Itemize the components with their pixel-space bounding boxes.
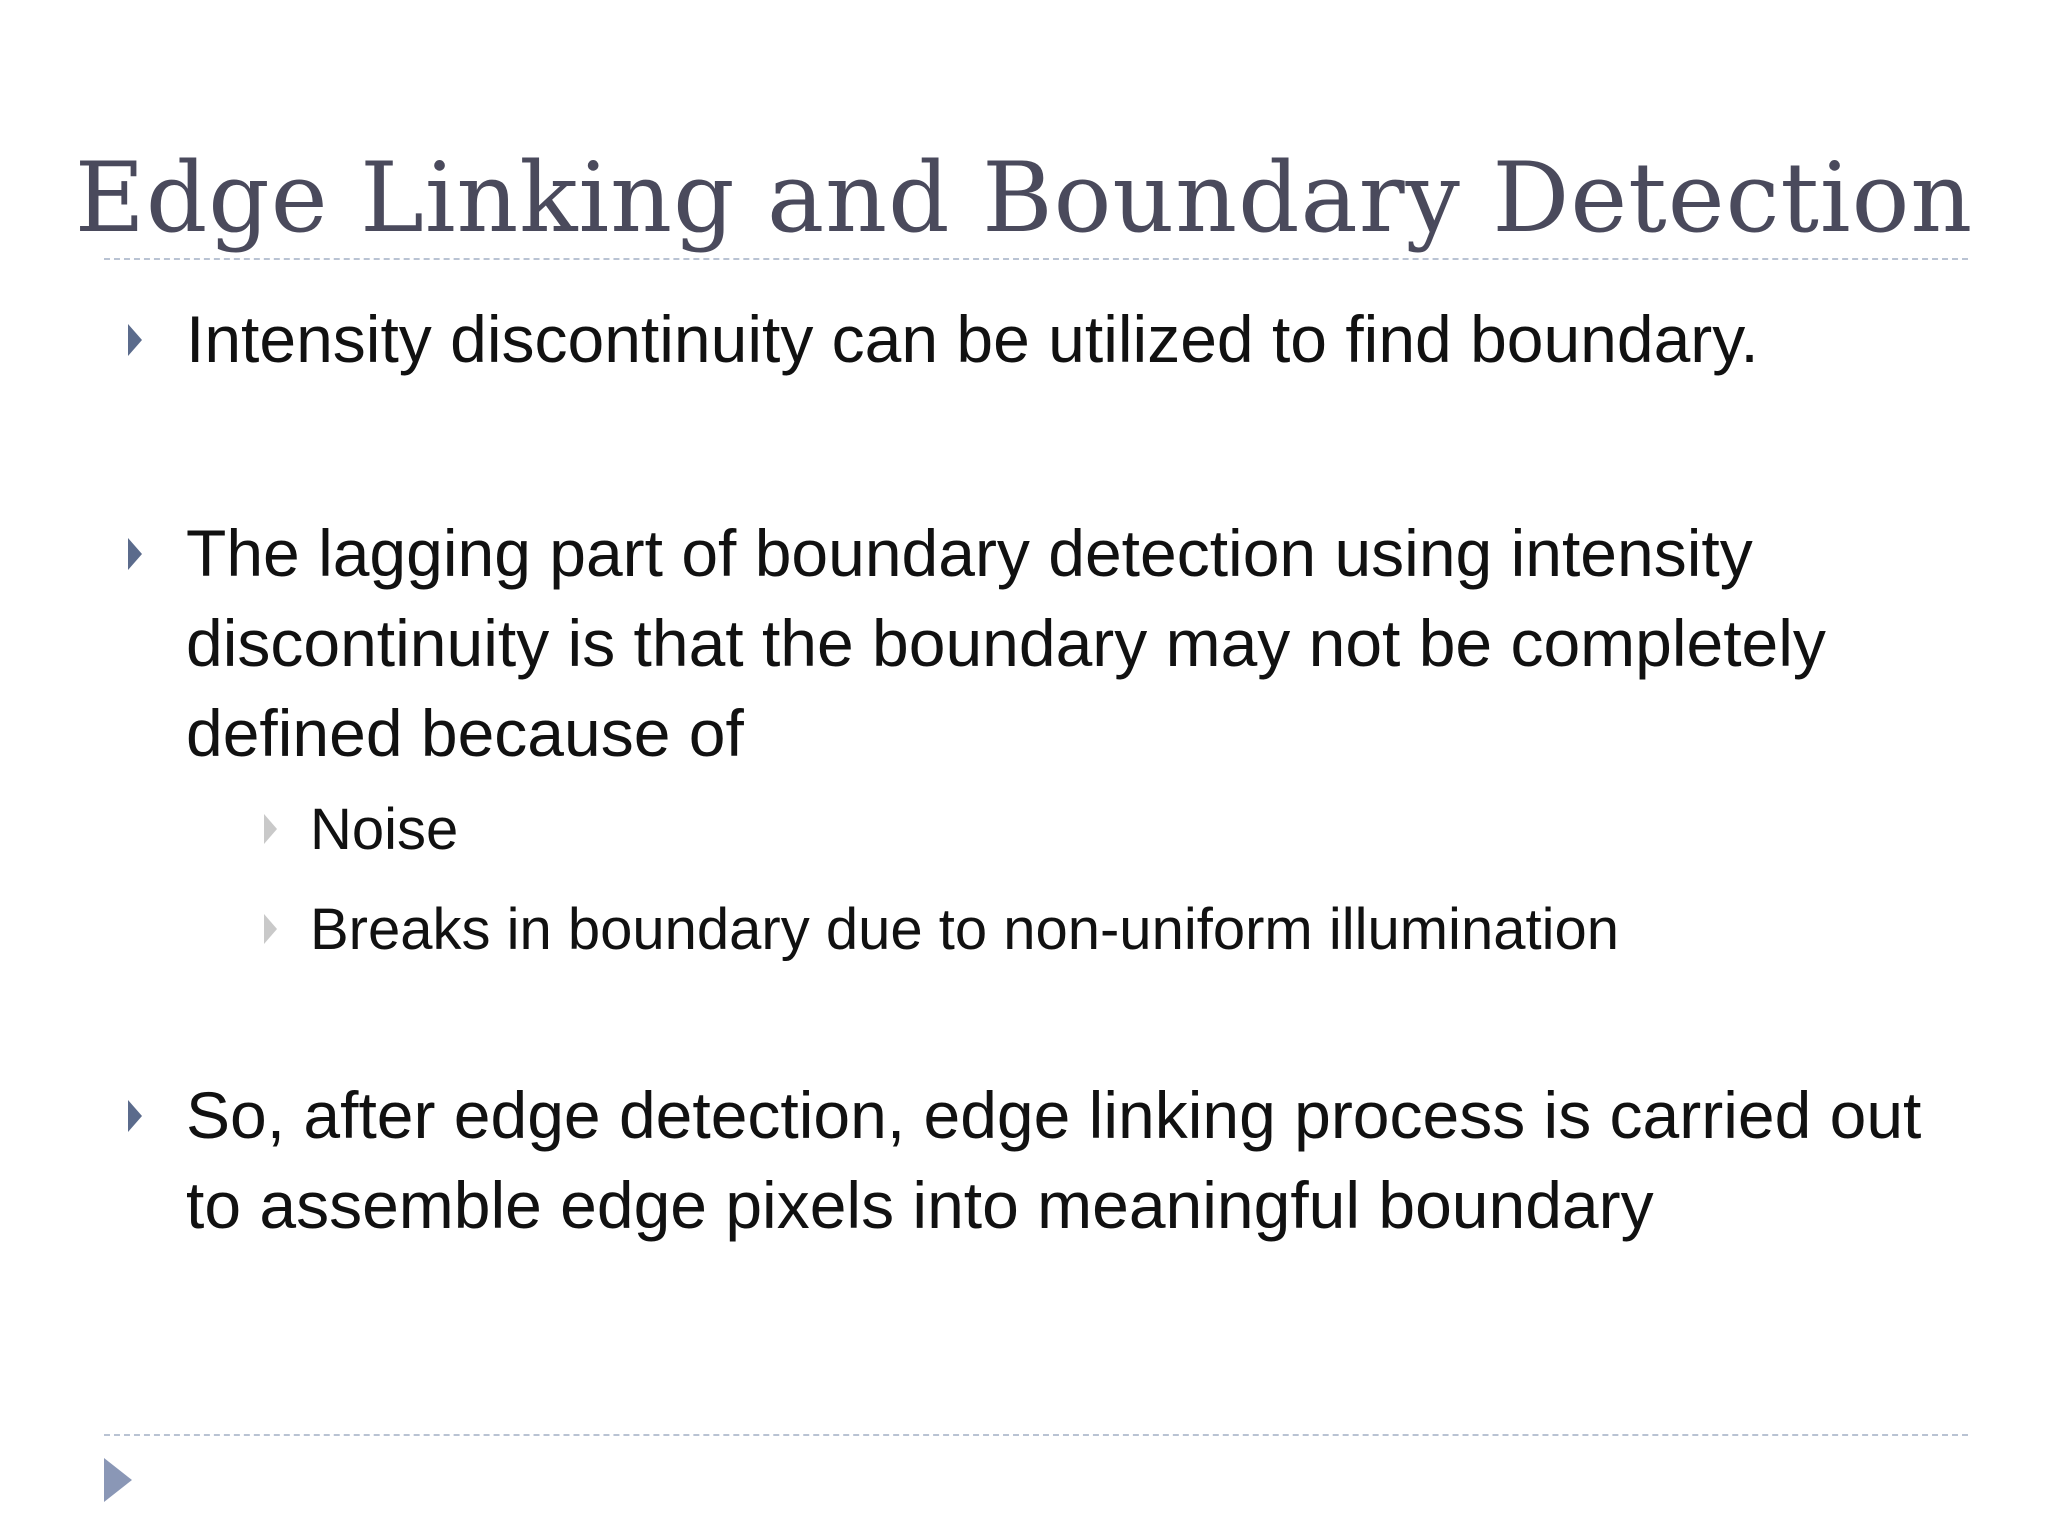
sub-bullet-text: Breaks in boundary due to non-uniform illumination	[310, 897, 1619, 962]
sub-bullet-text: Noise	[310, 797, 459, 862]
slide-title: Edge Linking and Boundary Detection	[74, 142, 1974, 254]
bullet-text: Intensity discontinuity can be utilized to find boundary.	[186, 302, 1759, 376]
corner-triangle-icon	[104, 1458, 132, 1502]
sub-bullet-arrow-icon	[264, 814, 277, 844]
sub-bullet-item	[310, 790, 1970, 870]
bullet-arrow-icon	[128, 324, 142, 356]
footer-divider	[104, 1434, 1968, 1436]
bullet-item	[186, 1070, 1976, 1250]
bullet-arrow-icon	[128, 538, 142, 570]
bullet-text: So, after edge detection, edge linking process is carried out to assemble edge pixels into meaningful boundary	[186, 1078, 1922, 1242]
sub-bullet-arrow-icon	[264, 914, 277, 944]
bullet-arrow-icon	[128, 1100, 142, 1132]
sub-bullet-item	[310, 890, 1970, 970]
bullet-text: The lagging part of boundary detection using intensity discontinuity is that the boundary may not be completely defined because of	[186, 516, 1826, 770]
bullet-item	[186, 508, 1976, 778]
bullet-item	[186, 294, 1976, 384]
